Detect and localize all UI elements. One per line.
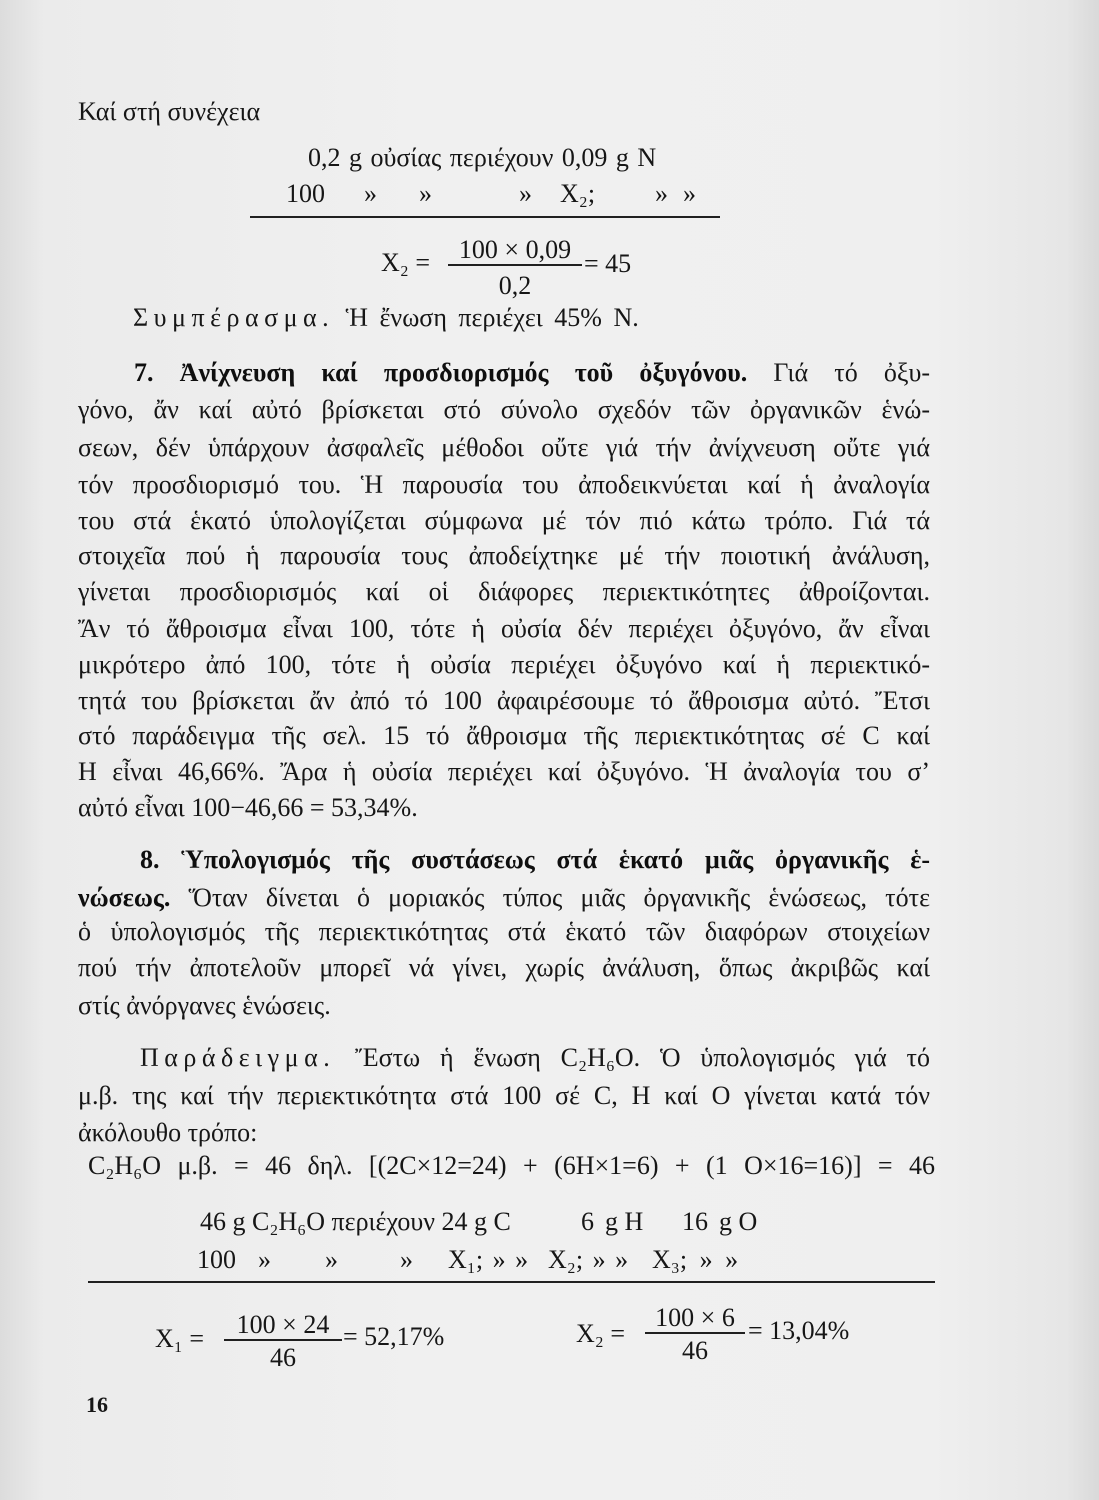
nitrogen-given-text: 0,2 g οὐσίας περιέχουν 0,09 g N xyxy=(308,143,657,172)
fraction-numerator: 100 × 0,09 xyxy=(458,235,572,264)
molecular-weight-line: C₂H₆O μ.β. = 46 δηλ. [(2C×12=24) + (6H×1=6) + (1 O×16=16)] = 46 xyxy=(88,1151,935,1180)
section-7-line: γίνεται προσδιορισμός καί οἱ διάφορες περιεκτικότητες ἀθροίζονται. xyxy=(78,577,930,606)
example-proportion-token: X₃; » » xyxy=(652,1245,739,1274)
nitrogen-proportion-rule xyxy=(250,216,720,218)
section-7-first-line xyxy=(134,358,930,388)
fraction-denominator: 46 xyxy=(270,1343,296,1372)
nitrogen-result-lhs: X₂ = xyxy=(381,248,431,277)
example-given-token: g H xyxy=(605,1207,644,1236)
section-7-line: αὐτό εἶναι 100−46,66 = 53,34%. xyxy=(78,793,418,822)
example-given-token: g O xyxy=(719,1207,758,1236)
nitrogen-proportion-token: 100 xyxy=(286,179,325,208)
nitrogen-proportion-token: X₂; xyxy=(560,179,596,208)
result-x2-fraction xyxy=(645,1304,745,1365)
example-proportion-token: » xyxy=(325,1245,338,1274)
section-7-line: μικρότερο ἀπό 100, τότε ἡ οὐσία περιέχει ὀξυγόνο καί ἡ περιεκτικό- xyxy=(78,650,930,679)
section-8-line xyxy=(78,883,930,913)
section-7-line: Ἄν τό ἄθροισμα εἶναι 100, τότε ἡ οὐσία δέν περιέχει ὀξυγόνο, ἄν εἶναι xyxy=(78,614,930,643)
section-8-heading: 8. Ὑπολογισμός τῆς συστάσεως στά ἑκατό μιᾶς ὀργανικῆς ἑ- xyxy=(140,845,930,874)
example-proportion-rule xyxy=(88,1281,935,1283)
result-x1-lhs: X₁ = xyxy=(155,1324,205,1353)
section-7-text: Γιά τό ὀξυ- xyxy=(773,358,931,387)
section-8-line: πού τήν ἀποτελοῦν μπορεῖ νά γίνει, χωρίς ἀνάλυση, ὅπως ἀκριβῶς καί xyxy=(78,953,930,982)
example-proportion-token: » xyxy=(400,1245,413,1274)
example-line: ἀκόλουθο τρόπο: xyxy=(78,1118,258,1147)
conclusion-label: Συμπέρασμα. xyxy=(133,303,335,332)
example-given-token: 16 xyxy=(682,1207,708,1236)
nitrogen-proportion-token: » xyxy=(519,179,532,208)
example-label: Παράδειγμα. xyxy=(140,1043,336,1072)
section-7-line: γόνο, ἄν καί αὐτό βρίσκεται στό σύνολο σχεδόν τῶν ὀργανικῶν ἑνώ- xyxy=(78,395,930,424)
conclusion-text: Ἡ ἔνωση περιέχει 45% N. xyxy=(345,303,639,332)
section-7-line: H εἶναι 46,66%. Ἄρα ἡ οὐσία περιέχει καί ὀξυγόνο. Ἡ ἀναλογία του σ’ xyxy=(78,757,930,786)
fraction-bar xyxy=(645,1332,745,1334)
example-given-token: 6 xyxy=(581,1207,594,1236)
example-proportion-token: 100 xyxy=(197,1245,236,1274)
nitrogen-proportion-token: » xyxy=(364,179,377,208)
section-8-heading-end: νώσεως. xyxy=(78,883,171,912)
fraction-denominator: 0,2 xyxy=(498,271,532,300)
section-8-line: στίς ἀνόργανες ἑνώσεις. xyxy=(78,991,331,1020)
example-first-line xyxy=(140,1043,930,1073)
nitrogen-result-rhs: = 45 xyxy=(584,249,632,278)
result-x1-fraction xyxy=(224,1311,342,1372)
fraction-bar xyxy=(448,264,582,266)
example-given-token: 46 g C₂H₆O περιέχουν 24 g C xyxy=(200,1207,511,1236)
section-7-line: τητά του βρίσκεται ἄν ἀπό τό 100 ἀφαιρέσουμε τό ἄθροισμα αὐτό. Ἔτσι xyxy=(78,686,930,715)
section-7-line: σεων, δέν ὑπάρχουν ἀσφαλεῖς μέθοδοι οὔτε γιά τήν ἀνίχνευση οὔτε γιά xyxy=(78,433,930,462)
nitrogen-proportion-token: » xyxy=(683,179,696,208)
section-8-line: ὁ ὑπολογισμός τῆς περιεκτικότητας στά ἑκατό τῶν διαφόρων στοιχείων xyxy=(78,917,930,946)
intro-text: Καί στή συνέχεια xyxy=(78,97,261,126)
section-7-line: στό παράδειγμα τῆς σελ. 15 τό ἄθροισμα τῆς περιεκτικότητας σέ C καί xyxy=(78,721,930,750)
section-8-text: Ὅταν δίνεται ὁ μοριακός τύπος μιᾶς ὀργανικῆς ἑνώσεως, τότε xyxy=(188,883,930,912)
section-7-line: στοιχεῖα πού ἡ παρουσία τους ἀποδείχτηκε μέ τήν ποιοτική ἀνάλυση, xyxy=(78,541,930,570)
page-number: 16 xyxy=(86,1392,108,1417)
fraction-numerator: 100 × 24 xyxy=(236,1310,330,1339)
nitrogen-proportion-token: » xyxy=(655,179,668,208)
fraction-denominator: 46 xyxy=(682,1336,708,1365)
result-x2-rhs: = 13,04% xyxy=(748,1316,850,1345)
nitrogen-proportion-token: » xyxy=(419,179,432,208)
result-x1-rhs: = 52,17% xyxy=(343,1322,445,1351)
example-proportion-token: X₁; » » xyxy=(448,1245,529,1274)
nitrogen-result-fraction xyxy=(448,236,582,300)
section-7-heading: 7. Ἀνίχνευση καί προσδιορισμός τοῦ ὀξυγόνου. xyxy=(134,358,748,387)
conclusion-line xyxy=(133,303,639,333)
section-7-line: τόν προσδιορισμό του. Ἡ παρουσία του ἀποδεικνύεται καί ἡ ἀναλογία xyxy=(78,470,930,499)
example-proportion-token: » xyxy=(258,1245,271,1274)
fraction-numerator: 100 × 6 xyxy=(655,1303,735,1332)
fraction-bar xyxy=(224,1339,342,1341)
section-7-line: του στά ἑκατό ὑπολογίζεται σύμφωνα μέ τόν πιό κάτω τρόπο. Γιά τά xyxy=(78,506,930,535)
example-line: μ.β. της καί τήν περιεκτικότητα στά 100 σέ C, H καί O γίνεται κατά τόν xyxy=(78,1081,930,1110)
result-x2-lhs: X₂ = xyxy=(576,1319,626,1348)
example-text: Ἔστω ἡ ἕνωση C₂H₆O. Ὁ ὑπολογισμός γιά τό xyxy=(355,1043,930,1072)
example-proportion-token: X₂; » » xyxy=(548,1245,629,1274)
